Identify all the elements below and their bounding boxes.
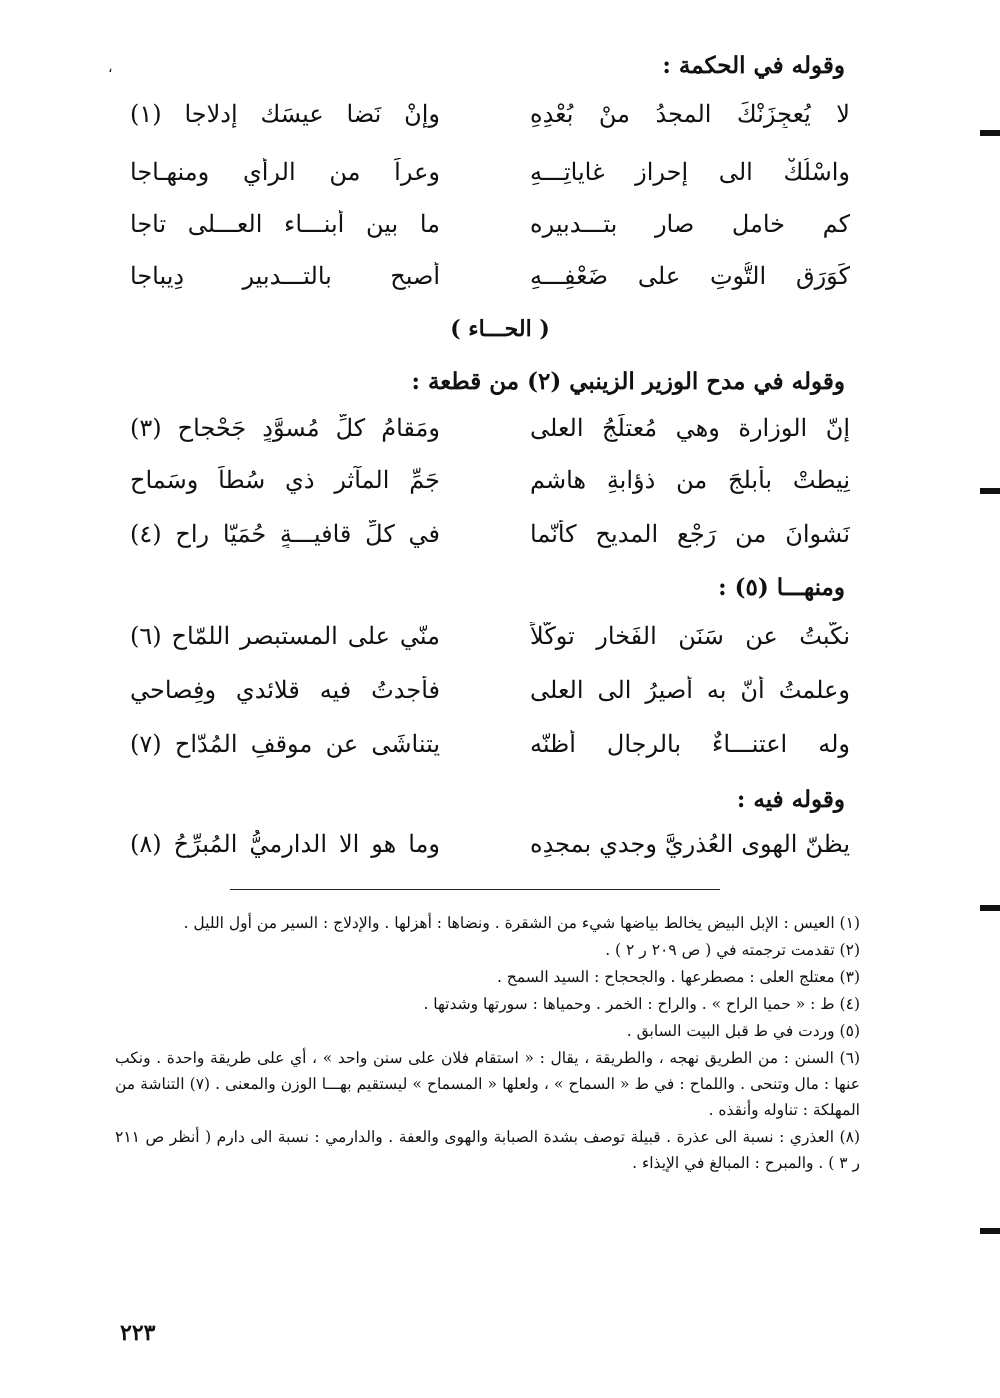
verse-row bbox=[130, 100, 850, 144]
verse-row bbox=[130, 830, 850, 874]
footnote: (٣) معتلج العلى : مصطرعها . والجحجاح : السيد السمح . bbox=[496, 968, 860, 986]
verse-row bbox=[130, 466, 850, 510]
section-title: ( الحـــاء ) bbox=[450, 316, 550, 342]
verse-hemistich-right: يظنّ الهوى العُذريَّ وجدي بمجدِه bbox=[530, 830, 850, 858]
verse-hemistich-right: إنّ الوزارة وهي مُعتلَجُ العلى bbox=[530, 414, 850, 442]
verse-hemistich-right: واسْلُكْ الى إحراز غاياتِـــهِ bbox=[530, 158, 850, 186]
footnote-separator bbox=[230, 889, 720, 890]
verse-hemistich-left: فأجدتُ فيه قلائدي وفِصاحي bbox=[130, 676, 440, 704]
verse-row bbox=[130, 414, 850, 458]
intro-wisdom: وقوله في الحكمة : bbox=[662, 52, 845, 79]
verse-hemistich-right: كَوَرَقِ التُّوتِ على ضَعْفِـــهِ bbox=[530, 262, 850, 290]
footnote: (٢) تقدمت ترجمته في ( ص ٢٠٩ ر ٢ ) . bbox=[605, 941, 860, 959]
margin-binding-mark bbox=[980, 488, 1000, 494]
verse-hemistich-left: وعراً من الرأي ومنهـاجا bbox=[130, 158, 440, 186]
verse-hemistich-left: ومَقامُ كلِّ مُسوَّدٍ جَحْجاحِ (٣) bbox=[130, 414, 440, 442]
footnotes bbox=[115, 910, 860, 1177]
verse-row bbox=[130, 676, 850, 720]
verse-row bbox=[130, 520, 850, 564]
margin-binding-mark bbox=[980, 130, 1000, 136]
page-corner-mark: ، bbox=[108, 60, 113, 76]
verse-hemistich-right: نكّبتُ عن سَنَنِ الفَخارِ توكُّلاً bbox=[530, 622, 850, 650]
verse-hemistich-right: نِيطتْ بأبلجَ من ذؤابةِ هاشمٍ bbox=[530, 466, 850, 494]
verse-hemistich-left: في كلِّ قافيـــةٍ حُمَيّا راحِ (٤) bbox=[130, 520, 440, 548]
verse-row bbox=[130, 210, 850, 254]
verse-hemistich-right: وله اعتنـــاءٌ بالرجالِ أظنّه bbox=[530, 730, 850, 758]
verse-hemistich-right: نَشوانَ من رَجْعِ المديحِ كأنّما bbox=[530, 520, 850, 548]
intro-vizier: وقوله في مدح الوزير الزينبي (٢) من قطعة : bbox=[411, 368, 845, 395]
verse-hemistich-right: وعلمتُ أنّ به أصيرُ الى العلى bbox=[530, 676, 850, 704]
footnote: (٤) ط : « حميا الراح » . والراح : الخمر . وحمياها : سورتها وشدتها . bbox=[423, 995, 860, 1013]
footnote: (١) العيس : الإبل البيض يخالط بياضها شيء من الشقرة . ونضاها : أهزلها . والإدلاج : السير من أول الليل . bbox=[183, 914, 860, 932]
verse-hemistich-left: ما بين أبنـــاء العـــلى تاجا bbox=[130, 210, 440, 238]
footnote: (٦) السنن : من الطريق نهجه ، والطريقة ، يقال : « استقام فلان على سنن واحد » ، أي على طريقة واحدة . ونكب عنها : مال وتنحى . واللماح : في ط « السماح » ، ولعلها « المسماح » ليستقيم بهـــا الوزن والمعنى . (٧) التناشة من المهلكة : تناوله وأنقذه . bbox=[115, 1049, 860, 1119]
verse-row bbox=[130, 730, 850, 774]
footnote: (٨) العذري : نسبة الى عذرة . قبيلة توصف بشدة الصبابة والهوى والعفة . والدارمي : نسبة الى دارم ( أنظر ص ٢١١ ر ٣ ) . والمبرح : المبالغ في الإيذاء . bbox=[115, 1128, 860, 1172]
verse-hemistich-left: أصبح بالتـــدبير دِيباجا bbox=[130, 262, 440, 290]
intro-fihi: وقوله فيه : bbox=[736, 786, 845, 813]
verse-hemistich-left: يتناشَى عن موقفِ المُدّاحِ (٧) bbox=[130, 730, 440, 758]
page-number: ٢٢٣ bbox=[120, 1320, 156, 1346]
intro-minha: ومنهـــا (٥) : bbox=[718, 574, 845, 601]
verse-hemistich-left: وما هو الا الدارِميُّ المُبرِّحُ (٨) bbox=[130, 830, 440, 858]
verse-row bbox=[130, 158, 850, 202]
verse-hemistich-right: لا يُعجِزَنْكَ المجدُ منْ بُعْدِهِ bbox=[530, 100, 850, 128]
footnote: (٥) وردت في ط قبل البيت السابق . bbox=[626, 1022, 860, 1040]
verse-hemistich-left: وإنْ نَضا عيسَك إدلاجا (١) bbox=[130, 100, 440, 128]
margin-binding-mark bbox=[980, 1228, 1000, 1234]
verse-row bbox=[130, 622, 850, 666]
verse-hemistich-left: منّي على المستبصرِ اللمّاحِ (٦) bbox=[130, 622, 440, 650]
margin-binding-mark bbox=[980, 905, 1000, 911]
verse-row bbox=[130, 262, 850, 306]
verse-hemistich-right: كم خاملٍ صار بتـــدبيره bbox=[530, 210, 850, 238]
verse-hemistich-left: جَمِّ المآثرِ ذي سُطاً وسَماحِ bbox=[130, 466, 440, 494]
